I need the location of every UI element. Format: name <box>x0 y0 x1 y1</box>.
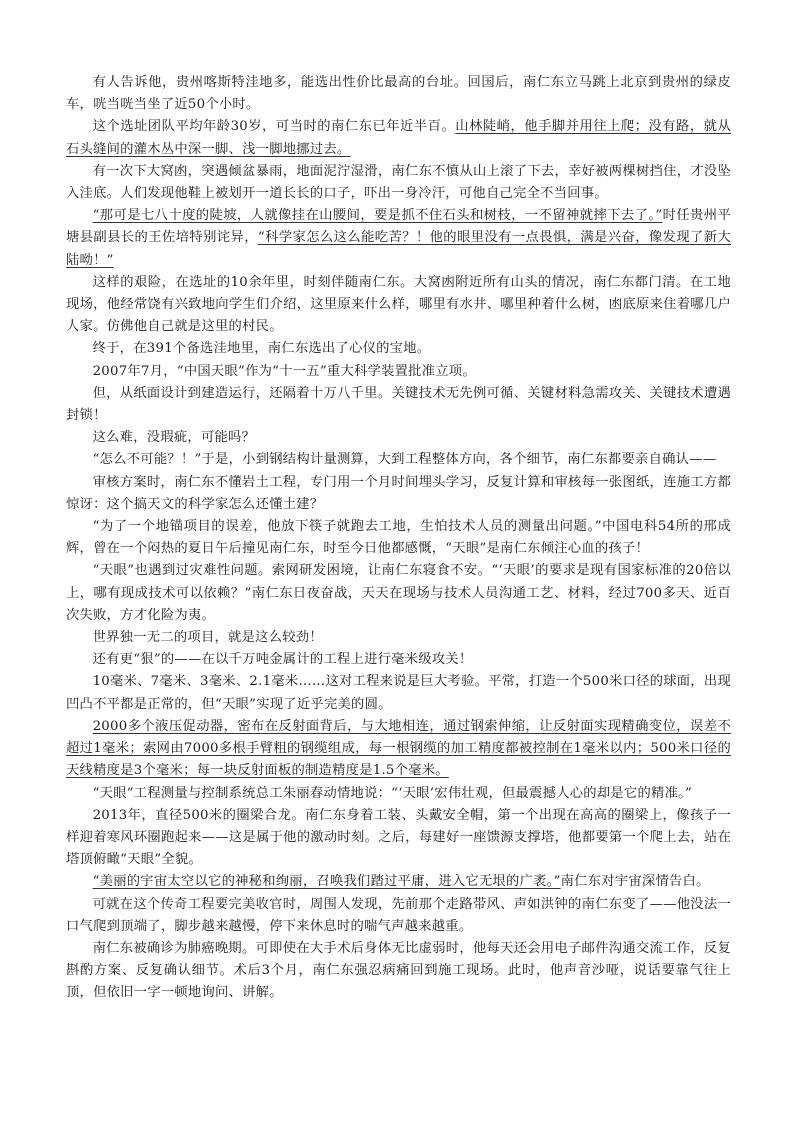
text-run: 南仁东对宇宙深情告白。 <box>560 874 710 890</box>
paragraph <box>66 627 731 649</box>
paragraph <box>66 161 731 205</box>
paragraph <box>66 472 731 516</box>
text-run: 10毫米、7毫米、3毫米、2.1毫米……这对工程来说是巨大考验。平常，打造一个500米口径的球面，出现凹凸不平都是正常的，但“天眼”实现了近乎完美的圆。 <box>66 674 731 712</box>
text-run: 2013年，直径500米的圈梁合龙。南仁东身着工装、头戴安全帽，第一个出现在高高的圈梁上，像孩子一样迎着寒风环圈跑起来——这是属于他的激动时刻。之后，每建好一座馈源支撑塔，他都要第一个爬上去，站在塔顶俯瞰“天眼”全貌。 <box>66 807 731 868</box>
text-run: 但，从纸面设计到建造运行，还隔着十万八千里。关键技术无先例可循、关键材料急需攻关、关键技术遭遇封锁！ <box>66 385 731 424</box>
text-run: 还有更“狠”的——在以千万吨金属计的工程上进行毫米级攻关！ <box>92 652 473 668</box>
text-run: 有一次下大窝凼，突遇倾盆暴雨，地面泥泞湿滑，南仁东不慎从山上滚了下去，幸好被两棵树挡住，才没坠入洼底。人们发现他鞋上被划开一道长长的口子，吓出一身冷汗，可他自己完全不当回事。 <box>66 163 731 202</box>
paragraph <box>66 716 731 783</box>
underlined-text: “科学家怎么这么能吃苦？！他的眼里没有一点畏惧，满是兴奋，像发现了新大陆呦！” <box>66 230 732 268</box>
paragraph <box>66 116 731 160</box>
underlined-text: “那可是七八十度的陡坡，人就像挂在山腰间，要是抓不住石头和树枝，一不留神就摔下去了。” <box>92 208 663 224</box>
paragraph <box>66 671 731 715</box>
text-run: “天眼”也遇到过灾难性问题。索网研发困境，让南仁东寝食不安。“‘天眼’的要求是现有国家标准的20倍以上，哪有现成技术可以依赖？”南仁东日夜奋战，天天在现场与技术人员沟通工艺、材料，经过700多天、近百次失败，方才化险为夷。 <box>66 563 731 623</box>
text-run: 这样的艰险，在选址的10余年里，时刻伴随南仁东。大窝凼附近所有山头的情况，南仁东都门清。在工地现场，他经常饶有兴致地向学生们介绍，这里原来什么样，哪里有水井、哪里种着什么树，凼底原来住着哪几户人家。仿佛他自己就是这里的村民。 <box>66 274 731 335</box>
paragraph <box>66 205 731 272</box>
text-run: 审核方案时，南仁东不懂岩土工程，专门用一个月时间埋头学习，反复计算和审核每一张图纸，连施工方都惊讶：这个搞天文的科学家怎么还懂土建？ <box>66 474 731 512</box>
text-run: “为了一个地锚项目的误差，他放下筷子就跑去工地，生怕技术人员的测量出问题。”中国电科54所的邢成辉，曾在一个闷热的夏日午后撞见南仁东，时至今日他都感慨，“天眼”是南仁东倾注心血的孩子！ <box>66 519 731 557</box>
text-run: “怎么不可能？！”于是，小到钢结构计量测算，大到工程整体方向，各个细节，南仁东都要亲自确认—— <box>92 452 717 468</box>
article-body <box>66 72 731 1005</box>
paragraph <box>66 516 731 560</box>
paragraph <box>66 361 731 383</box>
underlined-text: “美丽的宇宙太空以它的神秘和绚丽，召唤我们踏过平庸，进入它无垠的广袤。” <box>92 874 561 890</box>
text-run: 时任贵州平塘县副县长的王佐培特别诧异， <box>66 208 732 246</box>
paragraph <box>66 72 731 116</box>
text-run: 可就在这个传奇工程要完美收官时，周围人发现，先前那个走路带风、声如洪钟的南仁东变了——他没法一口气爬到顶端了，脚步越来越慢，停下来休息时的喘气声越来越重。 <box>66 896 731 934</box>
paragraph <box>66 338 731 360</box>
text-run: 这么难，没瑕疵，可能吗？ <box>92 430 256 446</box>
text-run: “天眼”工程测量与控制系统总工朱丽春动情地说：“‘天眼’宏伟壮观，但最震撼人心的却是它的精准。” <box>92 785 693 801</box>
paragraph <box>66 560 731 627</box>
text-run: 这个选址团队平均年龄30岁，可当时的南仁东已年近半百。 <box>92 119 456 135</box>
text-run: 有人告诉他，贵州喀斯特洼地多，能选出性价比最高的台址。回国后，南仁东立马跳上北京到贵州的绿皮车，咣当咣当坐了近50个小时。 <box>66 75 731 113</box>
paragraph <box>66 871 731 893</box>
paragraph <box>66 427 731 449</box>
text-run: 2007年7月，“中国天眼”作为“十一五”重大科学装置批准立项。 <box>92 363 476 379</box>
paragraph <box>66 272 731 339</box>
underlined-text: 山林陡峭，他手脚并用往上爬；没有路，就从石头缝间的灌木丛中深一脚、浅一脚地挪过去。 <box>66 119 732 157</box>
paragraph <box>66 649 731 671</box>
paragraph <box>66 938 731 1005</box>
text-run: 南仁东被确诊为肺癌晚期。可即使在大手术后身体无比虚弱时，他每天还会用电子邮件沟通交流工作，反复斟酌方案、反复确认细节。术后3个月，南仁东强忍病痛回到施工现场。此时，他声音沙哑，说话要靠气往上顶，但依旧一字一顿地询问、讲解。 <box>66 940 731 1001</box>
paragraph <box>66 383 731 427</box>
paragraph <box>66 805 731 872</box>
paragraph <box>66 894 731 938</box>
text-run: 终于，在391个备选洼地里，南仁东选出了心仪的宝地。 <box>92 341 431 357</box>
paragraph <box>66 449 731 471</box>
paragraph <box>66 783 731 805</box>
text-run: 世界独一无二的项目，就是这么较劲！ <box>92 630 323 646</box>
underlined-text: 2000多个液压促动器，密布在反射面背后，与大地相连，通过钢索伸缩，让反射面实现精确变位，误差不超过1毫米；索网由7000多根手臂粗的钢缆组成，每一根钢缆的加工精度都被控制在1毫米以内；500米口径的天线精度是3个毫米；每一块反射面板的制造精度是1.5个毫米。 <box>66 718 731 779</box>
